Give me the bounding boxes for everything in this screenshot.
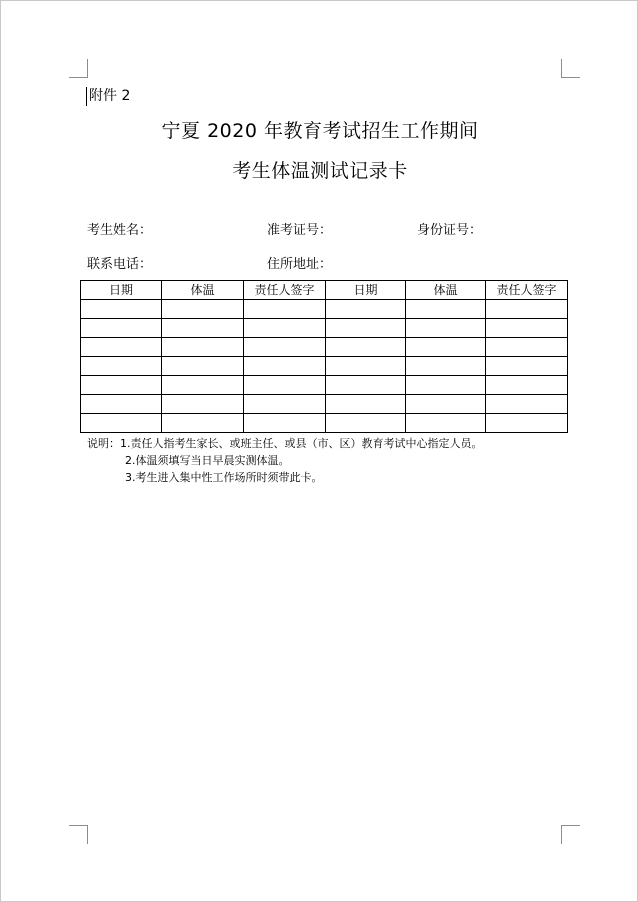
- table-cell[interactable]: [486, 300, 568, 319]
- table-cell[interactable]: [486, 414, 568, 433]
- table-row: [81, 376, 568, 395]
- note-line-2[interactable]: 2.体温须填写当日早晨实测体温。: [125, 454, 290, 467]
- field-id-label[interactable]: 身份证号：: [417, 223, 483, 238]
- table-cell[interactable]: [406, 376, 486, 395]
- table-cell[interactable]: [486, 395, 568, 414]
- table-cell[interactable]: [406, 395, 486, 414]
- table-cell[interactable]: [244, 376, 326, 395]
- table-cell[interactable]: [326, 338, 406, 357]
- table-cell[interactable]: [326, 414, 406, 433]
- note-line-3[interactable]: 3.考生进入集中性工作场所时须带此卡。: [125, 471, 323, 484]
- table-cell[interactable]: [244, 414, 326, 433]
- table-cell[interactable]: [81, 357, 162, 376]
- table-cell[interactable]: [486, 319, 568, 338]
- table-cell[interactable]: [486, 376, 568, 395]
- table-cell[interactable]: [406, 414, 486, 433]
- document-title-line1[interactable]: 宁夏 2020 年教育考试招生工作期间: [161, 120, 479, 142]
- table-cell[interactable]: [244, 357, 326, 376]
- table-cell[interactable]: [162, 395, 244, 414]
- header-date-1[interactable]: 日期: [81, 281, 162, 300]
- table-cell[interactable]: [81, 338, 162, 357]
- table-cell[interactable]: [81, 319, 162, 338]
- crop-mark-top-right: [561, 59, 580, 78]
- table-cell[interactable]: [244, 395, 326, 414]
- document-title-line2[interactable]: 考生体温测试记录卡: [232, 160, 408, 182]
- table-cell[interactable]: [326, 319, 406, 338]
- table-cell[interactable]: [162, 300, 244, 319]
- table-cell[interactable]: [162, 338, 244, 357]
- table-row: [81, 357, 568, 376]
- table-cell[interactable]: [162, 414, 244, 433]
- table-row: [81, 300, 568, 319]
- temperature-record-table: [80, 280, 568, 433]
- table-cell[interactable]: [162, 319, 244, 338]
- field-address-label[interactable]: 住所地址：: [267, 257, 333, 272]
- header-temperature-2[interactable]: 体温: [406, 281, 486, 300]
- header-signature-1[interactable]: 责任人签字: [244, 281, 326, 300]
- table-cell[interactable]: [406, 357, 486, 376]
- table-cell[interactable]: [81, 300, 162, 319]
- notes-section: [87, 435, 483, 486]
- table-cell[interactable]: [162, 357, 244, 376]
- table-cell[interactable]: [326, 376, 406, 395]
- note-line-1[interactable]: 说明：1.责任人指考生家长、或班主任、或县（市、区）教育考试中心指定人员。: [87, 437, 483, 450]
- table-row: [81, 319, 568, 338]
- table-cell[interactable]: [406, 300, 486, 319]
- table-cell[interactable]: [81, 414, 162, 433]
- table-cell[interactable]: [244, 338, 326, 357]
- table-cell[interactable]: [486, 357, 568, 376]
- table-cell[interactable]: [486, 338, 568, 357]
- table-cell[interactable]: [406, 338, 486, 357]
- table-header-row: [81, 281, 568, 300]
- table-cell[interactable]: [406, 319, 486, 338]
- crop-mark-bottom-left: [69, 825, 88, 844]
- table-cell[interactable]: [326, 300, 406, 319]
- table-cell[interactable]: [162, 376, 244, 395]
- table-body: [81, 300, 568, 433]
- table-row: [81, 395, 568, 414]
- table-cell[interactable]: [244, 319, 326, 338]
- field-phone-label[interactable]: 联系电话：: [87, 257, 153, 272]
- field-name-label[interactable]: 考生姓名：: [87, 223, 153, 238]
- header-signature-2[interactable]: 责任人签字: [486, 281, 568, 300]
- attachment-label[interactable]: 附件 2: [89, 88, 131, 104]
- table-cell[interactable]: [81, 395, 162, 414]
- table-cell[interactable]: [244, 300, 326, 319]
- header-temperature-1[interactable]: 体温: [162, 281, 244, 300]
- table-row: [81, 338, 568, 357]
- table-cell[interactable]: [326, 395, 406, 414]
- crop-mark-bottom-right: [561, 825, 580, 844]
- table-cell[interactable]: [81, 376, 162, 395]
- table-row: [81, 414, 568, 433]
- text-cursor: [86, 87, 87, 106]
- table-cell[interactable]: [326, 357, 406, 376]
- header-date-2[interactable]: 日期: [326, 281, 406, 300]
- crop-mark-top-left: [69, 59, 88, 78]
- field-ticket-label[interactable]: 准考证号：: [267, 223, 333, 238]
